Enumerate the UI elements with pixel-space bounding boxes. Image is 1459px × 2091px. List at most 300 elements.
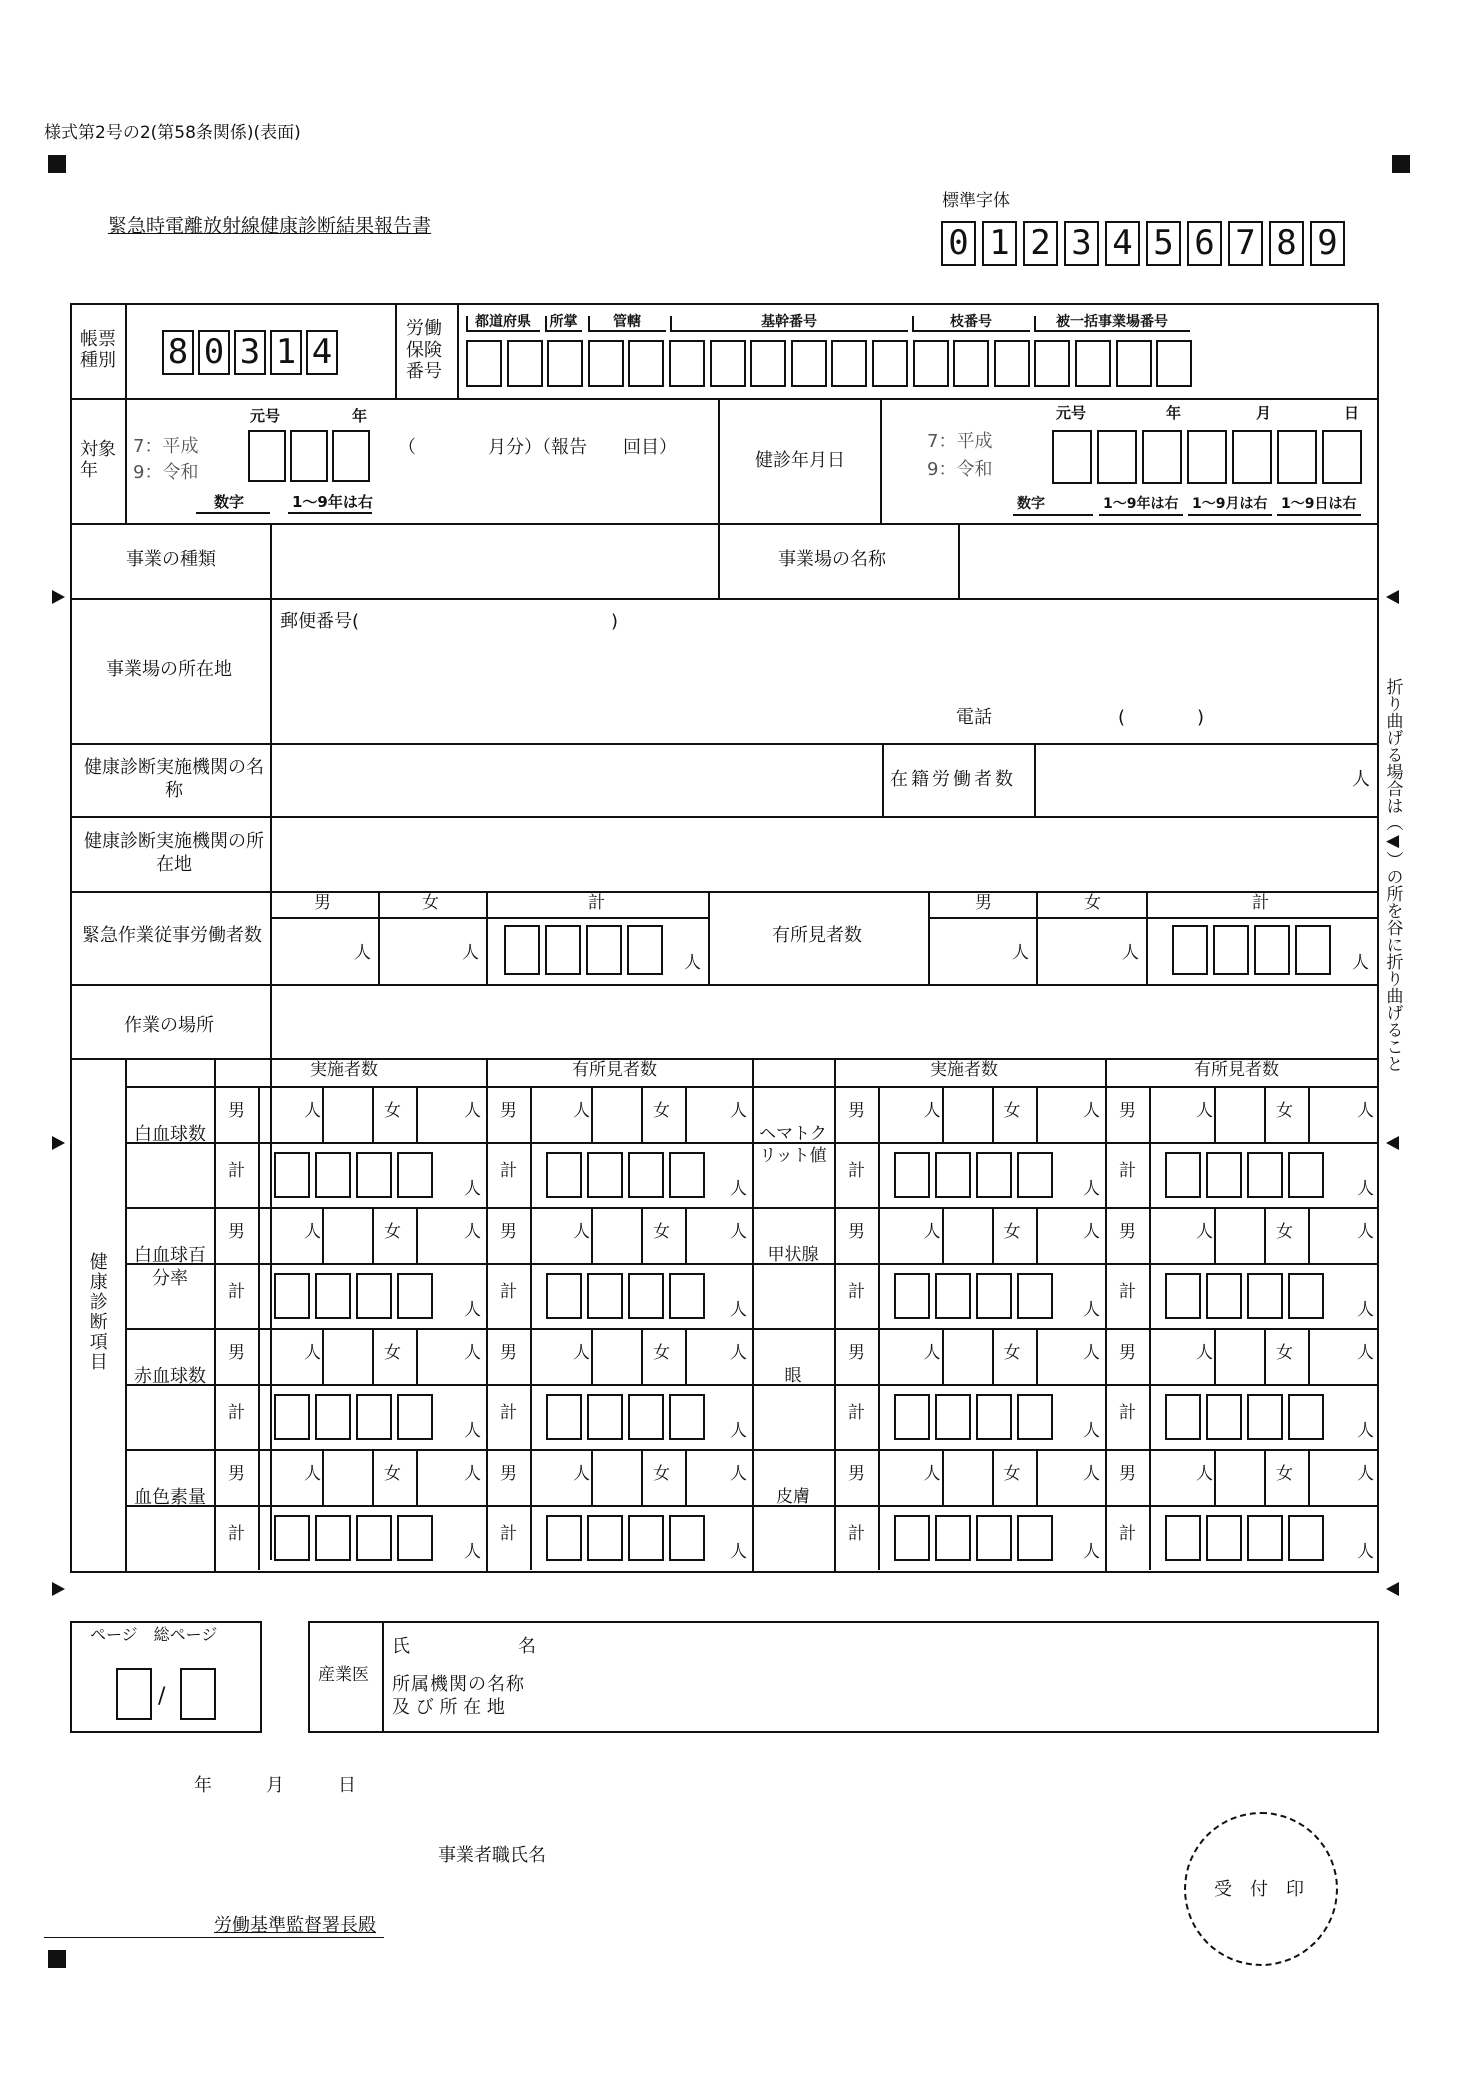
exam-male-label: 男: [848, 1101, 865, 1121]
exam-item-right: 甲状腺: [767, 1244, 819, 1265]
exam-total-box[interactable]: [546, 1273, 582, 1319]
fold-mark-left: [52, 590, 65, 604]
exam-unit: 人: [923, 1343, 941, 1363]
std-digit: 0: [941, 221, 976, 266]
date-note: 1～9年は右: [1103, 496, 1179, 512]
page-label: ページ 総ページ: [90, 1625, 218, 1644]
exam-total-label: 計: [1119, 1403, 1136, 1423]
insurance-label: 労働保険番号: [406, 318, 442, 383]
exam-total-box[interactable]: [894, 1273, 930, 1319]
exam-item-right: ヘマトクリット値: [759, 1123, 827, 1166]
target-year-box-2[interactable]: [332, 430, 370, 482]
std-digit: 2: [1023, 221, 1058, 266]
page-slash: /: [158, 1684, 166, 1709]
page-number-box[interactable]: [116, 1668, 152, 1720]
exam-total-box[interactable]: [935, 1515, 971, 1561]
emergency-total-box[interactable]: [586, 925, 622, 975]
business-type-label: 事業の種類: [126, 549, 216, 570]
fold-mark-left: [52, 1136, 65, 1150]
fold-mark-right: [1386, 1136, 1399, 1150]
std-digit: 4: [1105, 221, 1140, 266]
exam-female-label: 女: [1003, 1343, 1021, 1363]
exam-unit: 人: [304, 1464, 321, 1484]
employer-label: 事業者職氏名: [438, 1845, 546, 1866]
exam-total-box[interactable]: [935, 1394, 971, 1440]
emergency-total-box[interactable]: [504, 925, 540, 975]
exam-male-label: 男: [500, 1464, 517, 1484]
exam-male-label: 男: [1119, 1101, 1136, 1121]
exam-total-box[interactable]: [1247, 1273, 1283, 1319]
exam-total-box[interactable]: [587, 1394, 623, 1440]
year-note: 1～9年は右: [292, 493, 373, 511]
exam-total-box[interactable]: [274, 1273, 310, 1319]
numeric-note: 数字: [214, 493, 245, 511]
exam-total-box[interactable]: [894, 1152, 930, 1198]
insurance-digit-box[interactable]: [1156, 340, 1192, 387]
col-done-header: 実施者数: [930, 1060, 998, 1080]
exam-unit: 人: [1196, 1101, 1213, 1121]
exam-total-label: 計: [848, 1161, 865, 1181]
exam-total-box[interactable]: [976, 1394, 1012, 1440]
exam-unit: 人: [1357, 1101, 1374, 1121]
exam-total-box[interactable]: [1017, 1394, 1053, 1440]
insurance-digit-box[interactable]: [547, 340, 583, 387]
exam-unit: 人: [1083, 1300, 1100, 1320]
institution-name-field[interactable]: [274, 747, 880, 813]
col-done-header: 実施者数: [310, 1060, 378, 1080]
fold-mark-left: [52, 1582, 65, 1596]
ew-total-unit: 人: [684, 953, 701, 973]
insurance-digit-box[interactable]: [1075, 340, 1111, 387]
exam-female-label: 女: [384, 1101, 401, 1121]
exam-male-label: 男: [228, 1343, 245, 1363]
exam-unit: 人: [1357, 1542, 1374, 1562]
insurance-sub-header: 所掌: [549, 314, 578, 330]
insurance-digit-box[interactable]: [791, 340, 827, 387]
exam-total-box[interactable]: [1206, 1152, 1242, 1198]
exam-total-box[interactable]: [669, 1273, 705, 1319]
exam-unit: 人: [1357, 1421, 1374, 1441]
affiliation-label-2: 及 び 所 在 地: [392, 1697, 505, 1718]
exam-total-box[interactable]: [628, 1515, 664, 1561]
exam-total-box[interactable]: [315, 1515, 351, 1561]
date-digit-box[interactable]: [1187, 430, 1227, 484]
std-digit: 1: [982, 221, 1017, 266]
exam-total-label: 計: [228, 1282, 245, 1302]
exam-total-box[interactable]: [397, 1394, 433, 1440]
std-font-label: 標準字体: [942, 191, 1010, 211]
fold-mark-right: [1386, 590, 1399, 604]
insurance-sub-header: 枝番号: [950, 314, 992, 330]
employees-label: 在籍労働者数: [890, 769, 1016, 790]
date-digit-box[interactable]: [1322, 430, 1362, 484]
exam-total-box[interactable]: [1288, 1273, 1324, 1319]
insurance-sub-header: 基幹番号: [761, 314, 817, 330]
exam-total-box[interactable]: [274, 1515, 310, 1561]
exam-total-box[interactable]: [1017, 1273, 1053, 1319]
exam-unit: 人: [1357, 1464, 1374, 1484]
ew-male-header: 男: [314, 893, 331, 913]
exam-unit: 人: [573, 1101, 590, 1121]
exam-total-box[interactable]: [546, 1394, 582, 1440]
exam-total-box[interactable]: [1165, 1394, 1201, 1440]
exam-total-label: 計: [228, 1403, 245, 1423]
exam-total-box[interactable]: [628, 1394, 664, 1440]
workplace-name-label: 事業場の名称: [778, 549, 886, 570]
col-findings-header: 有所見者数: [1194, 1060, 1279, 1080]
form-type-label: 帳票種別: [80, 329, 116, 371]
exam-total-box[interactable]: [356, 1273, 392, 1319]
exam-total-box[interactable]: [1206, 1394, 1242, 1440]
exam-male-label: 男: [228, 1222, 245, 1242]
exam-total-box[interactable]: [546, 1515, 582, 1561]
exam-total-label: 計: [848, 1282, 865, 1302]
insurance-digit-box[interactable]: [872, 340, 908, 387]
date-note: 1～9月は右: [1192, 496, 1268, 512]
exam-female-label: 女: [384, 1464, 401, 1484]
target-year-label: 対象年: [80, 439, 116, 481]
date-digit-box[interactable]: [1097, 430, 1137, 484]
exam-total-box[interactable]: [628, 1152, 664, 1198]
exam-total-box[interactable]: [587, 1152, 623, 1198]
insurance-digit-box[interactable]: [507, 340, 543, 387]
exam-total-box[interactable]: [1017, 1515, 1053, 1561]
exam-unit: 人: [464, 1222, 481, 1242]
insurance-digit-box[interactable]: [588, 340, 624, 387]
exam-female-label: 女: [653, 1101, 670, 1121]
exam-unit: 人: [1083, 1101, 1100, 1121]
insurance-sub-header: 被一括事業場番号: [1056, 314, 1168, 330]
fd-total-unit: 人: [1352, 953, 1369, 973]
workplace-name-field[interactable]: [962, 527, 1374, 595]
std-digit: 6: [1187, 221, 1222, 266]
insurance-digit-box[interactable]: [994, 340, 1030, 387]
exam-total-label: 計: [500, 1282, 517, 1302]
exam-item-left: 血色素量: [134, 1486, 206, 1508]
business-type-field[interactable]: [274, 527, 716, 595]
exam-unit: 人: [1357, 1343, 1374, 1363]
exam-male-label: 男: [848, 1464, 865, 1484]
exam-total-box[interactable]: [587, 1273, 623, 1319]
exam-unit: 人: [464, 1343, 481, 1363]
exam-male-label: 男: [500, 1101, 517, 1121]
form-id: 様式第2号の2(第58条関係)(表面): [44, 123, 301, 143]
physician-label: 産業医: [318, 1665, 369, 1685]
exam-unit: 人: [730, 1421, 747, 1441]
date-header: 年: [1166, 404, 1182, 422]
date-header: 日: [1344, 404, 1360, 422]
exam-unit: 人: [304, 1101, 321, 1121]
exam-item-left: 白血球百分率: [134, 1244, 206, 1289]
date-header: 月: [1256, 404, 1272, 422]
address-label: 事業場の所在地: [106, 659, 232, 680]
std-digit: 5: [1146, 221, 1181, 266]
postal-code-text[interactable]: 郵便番号( ): [280, 611, 619, 632]
exam-total-box[interactable]: [1165, 1515, 1201, 1561]
exam-total-box[interactable]: [546, 1152, 582, 1198]
exam-total-box[interactable]: [976, 1515, 1012, 1561]
exam-total-label: 計: [500, 1161, 517, 1181]
findings-label: 有所見者数: [772, 925, 862, 946]
exam-total-label: 計: [848, 1403, 865, 1423]
exam-total-box[interactable]: [669, 1394, 705, 1440]
exam-female-label: 女: [1003, 1222, 1021, 1242]
era-reiwa-2: 9：令和: [927, 459, 993, 480]
insurance-digit-box[interactable]: [628, 340, 664, 387]
exam-unit: 人: [923, 1222, 941, 1242]
exam-total-box[interactable]: [628, 1273, 664, 1319]
exam-total-box[interactable]: [315, 1394, 351, 1440]
exam-unit: 人: [464, 1464, 481, 1484]
exam-unit: 人: [1083, 1464, 1100, 1484]
total-pages-box[interactable]: [180, 1668, 216, 1720]
exam-total-box[interactable]: [1206, 1273, 1242, 1319]
ew-male-unit: 人: [354, 943, 371, 963]
exam-total-label: 計: [500, 1403, 517, 1423]
exam-total-box[interactable]: [1017, 1152, 1053, 1198]
insurance-sub-header: 管轄: [613, 314, 641, 330]
exam-total-box[interactable]: [274, 1152, 310, 1198]
exam-female-label: 女: [1003, 1101, 1021, 1121]
insurance-digit-box[interactable]: [669, 340, 705, 387]
exam-total-box[interactable]: [1247, 1152, 1283, 1198]
emergency-total-box[interactable]: [545, 925, 581, 975]
exam-unit: 人: [1196, 1464, 1213, 1484]
insurance-digit-box[interactable]: [831, 340, 867, 387]
exam-total-label: 計: [228, 1161, 245, 1181]
exam-unit: 人: [1083, 1179, 1100, 1199]
era-heisei: 7：平成: [133, 436, 199, 457]
insurance-digit-box[interactable]: [750, 340, 786, 387]
registration-mark: [1392, 155, 1410, 173]
exam-total-box[interactable]: [894, 1515, 930, 1561]
exam-total-label: 計: [1119, 1161, 1136, 1181]
exam-male-label: 男: [848, 1343, 865, 1363]
exam-total-box[interactable]: [976, 1273, 1012, 1319]
exam-total-box[interactable]: [669, 1515, 705, 1561]
exam-unit: 人: [304, 1343, 321, 1363]
exam-unit: 人: [923, 1101, 941, 1121]
exam-unit: 人: [730, 1179, 747, 1199]
exam-total-box[interactable]: [1247, 1515, 1283, 1561]
addressee: 労働基準監督署長殿: [214, 1915, 376, 1936]
fd-total-header: 計: [1252, 893, 1269, 913]
page-title: 緊急時電離放射線健康診断結果報告書: [108, 215, 432, 237]
std-digit: 3: [1064, 221, 1099, 266]
exam-total-box[interactable]: [1206, 1515, 1242, 1561]
insurance-digit-box[interactable]: [1116, 340, 1152, 387]
exam-female-label: 女: [1003, 1464, 1021, 1484]
exam-female-label: 女: [653, 1464, 670, 1484]
exam-male-label: 男: [1119, 1343, 1136, 1363]
exam-female-label: 女: [384, 1343, 401, 1363]
exam-total-label: 計: [228, 1524, 245, 1544]
exam-total-box[interactable]: [356, 1394, 392, 1440]
date-note: 数字: [1017, 496, 1045, 512]
fd-female-header: 女: [1084, 893, 1101, 913]
target-year-box-1[interactable]: [290, 430, 328, 482]
target-era-box[interactable]: [248, 430, 286, 482]
insurance-digit-box[interactable]: [710, 340, 746, 387]
exam-unit: 人: [573, 1343, 590, 1363]
exam-female-label: 女: [1276, 1464, 1293, 1484]
exam-unit: 人: [730, 1300, 747, 1320]
ew-total-header: 計: [588, 893, 605, 913]
std-digit: 8: [1269, 221, 1304, 266]
exam-male-label: 男: [1119, 1222, 1136, 1242]
institution-address-label: 健康診断実施機関の所在地: [84, 831, 264, 876]
exam-total-box[interactable]: [669, 1152, 705, 1198]
std-digit: 9: [1310, 221, 1345, 266]
exam-total-box[interactable]: [356, 1515, 392, 1561]
emergency-total-box[interactable]: [627, 925, 663, 975]
exam-total-box[interactable]: [1165, 1152, 1201, 1198]
era-heisei-2: 7：平成: [927, 431, 993, 452]
exam-male-label: 男: [500, 1222, 517, 1242]
exam-item-left: 赤血球数: [134, 1365, 206, 1387]
exam-unit: 人: [730, 1464, 747, 1484]
exam-male-label: 男: [228, 1101, 245, 1121]
insurance-digit-box[interactable]: [953, 340, 989, 387]
employees-unit: 人: [1352, 769, 1370, 790]
exam-item-left: 白血球数: [134, 1123, 206, 1145]
exam-section-label: 健康診断項目: [86, 1252, 108, 1372]
form-code-digit: 0: [198, 330, 230, 375]
ew-female-header: 女: [422, 893, 439, 913]
year-label: 年: [352, 407, 368, 425]
physician-name-label: 氏 名: [392, 1636, 536, 1657]
exam-unit: 人: [464, 1542, 481, 1562]
exam-female-label: 女: [384, 1222, 401, 1242]
exam-female-label: 女: [653, 1343, 670, 1363]
registration-mark: [48, 1950, 66, 1968]
exam-unit: 人: [1357, 1222, 1374, 1242]
exam-female-label: 女: [1276, 1222, 1293, 1242]
exam-unit: 人: [1083, 1421, 1100, 1441]
col-findings-header: 有所見者数: [572, 1060, 657, 1080]
exam-female-label: 女: [653, 1222, 670, 1242]
exam-unit: 人: [1357, 1179, 1374, 1199]
exam-total-label: 計: [848, 1524, 865, 1544]
exam-unit: 人: [573, 1464, 590, 1484]
insurance-digit-box[interactable]: [466, 340, 502, 387]
exam-unit: 人: [1196, 1343, 1213, 1363]
exam-total-label: 計: [500, 1524, 517, 1544]
report-date-line[interactable]: 年 月 日: [194, 1775, 356, 1796]
insurance-digit-box[interactable]: [1034, 340, 1070, 387]
emergency-workers-label: 緊急作業従事労働者数: [82, 925, 262, 946]
exam-unit: 人: [730, 1343, 747, 1363]
date-digit-box[interactable]: [1142, 430, 1182, 484]
exam-total-box[interactable]: [274, 1394, 310, 1440]
std-digit: 7: [1228, 221, 1263, 266]
exam-total-box[interactable]: [356, 1152, 392, 1198]
phone-text[interactable]: 電話 ( ): [956, 707, 1205, 728]
exam-total-box[interactable]: [935, 1273, 971, 1319]
exam-total-box[interactable]: [1288, 1515, 1324, 1561]
registration-mark: [48, 155, 66, 173]
fd-male-unit: 人: [1012, 943, 1029, 963]
findings-total-box[interactable]: [1172, 925, 1208, 975]
exam-unit: 人: [464, 1421, 481, 1441]
fold-mark-right: [1386, 1582, 1399, 1596]
exam-total-box[interactable]: [315, 1273, 351, 1319]
date-digit-box[interactable]: [1232, 430, 1272, 484]
work-place-field[interactable]: [274, 988, 1374, 1054]
era-reiwa: 9：令和: [133, 462, 199, 483]
exam-unit: 人: [923, 1464, 941, 1484]
exam-total-box[interactable]: [976, 1152, 1012, 1198]
findings-total-box[interactable]: [1254, 925, 1290, 975]
fold-instruction: 折り曲げる場合は（◀）の所を谷に折り曲げること: [1382, 678, 1403, 1072]
exam-unit: 人: [573, 1222, 590, 1242]
checkup-date-label: 健診年月日: [755, 450, 845, 471]
exam-unit: 人: [464, 1179, 481, 1199]
exam-total-label: 計: [1119, 1282, 1136, 1302]
exam-item-right: 皮膚: [776, 1486, 810, 1507]
exam-total-box[interactable]: [397, 1273, 433, 1319]
exam-total-box[interactable]: [397, 1152, 433, 1198]
exam-unit: 人: [464, 1300, 481, 1320]
exam-unit: 人: [730, 1542, 747, 1562]
exam-unit: 人: [1083, 1542, 1100, 1562]
exam-male-label: 男: [848, 1222, 865, 1242]
date-digit-box[interactable]: [1277, 430, 1317, 484]
exam-male-label: 男: [500, 1343, 517, 1363]
exam-total-box[interactable]: [1165, 1273, 1201, 1319]
exam-total-box[interactable]: [935, 1152, 971, 1198]
exam-total-box[interactable]: [587, 1515, 623, 1561]
fd-female-unit: 人: [1122, 943, 1139, 963]
exam-female-label: 女: [1276, 1101, 1293, 1121]
form-code-digit: 1: [270, 330, 302, 375]
exam-unit: 人: [304, 1222, 321, 1242]
exam-female-label: 女: [1276, 1343, 1293, 1363]
findings-total-box[interactable]: [1295, 925, 1331, 975]
insurance-digit-box[interactable]: [913, 340, 949, 387]
fd-male-header: 男: [975, 893, 992, 913]
exam-unit: 人: [730, 1222, 747, 1242]
month-report-text: （ 月分）（報告 回目）: [398, 437, 677, 458]
ew-female-unit: 人: [462, 943, 479, 963]
exam-item-right: 眼: [784, 1365, 802, 1386]
gengo-label: 元号: [250, 407, 281, 425]
form-code-digit: 4: [306, 330, 338, 375]
work-place-label: 作業の場所: [124, 1015, 214, 1036]
exam-total-box[interactable]: [1288, 1394, 1324, 1440]
date-digit-box[interactable]: [1052, 430, 1092, 484]
exam-male-label: 男: [1119, 1464, 1136, 1484]
affiliation-label: 所属機関の名称: [392, 1674, 525, 1695]
date-header: 元号: [1056, 404, 1087, 422]
reception-stamp-text: 受 付 印: [1214, 1879, 1304, 1900]
insurance-sub-header: 都道府県: [475, 314, 531, 330]
exam-unit: 人: [730, 1101, 747, 1121]
exam-male-label: 男: [228, 1464, 245, 1484]
exam-total-box[interactable]: [315, 1152, 351, 1198]
exam-total-box[interactable]: [1247, 1394, 1283, 1440]
form-code-digit: 8: [162, 330, 194, 375]
exam-total-box[interactable]: [894, 1394, 930, 1440]
institution-name-label: 健康診断実施機関の名称: [84, 757, 264, 802]
exam-total-label: 計: [1119, 1524, 1136, 1544]
date-note: 1～9日は右: [1281, 496, 1357, 512]
exam-total-box[interactable]: [1288, 1152, 1324, 1198]
exam-unit: 人: [464, 1101, 481, 1121]
exam-unit: 人: [1357, 1300, 1374, 1320]
findings-total-box[interactable]: [1213, 925, 1249, 975]
exam-total-box[interactable]: [397, 1515, 433, 1561]
